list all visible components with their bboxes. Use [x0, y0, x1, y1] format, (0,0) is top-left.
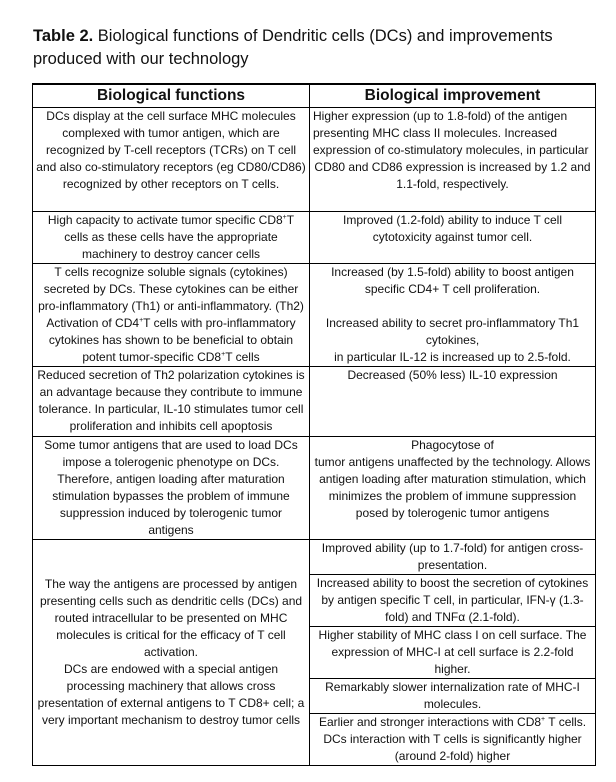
improvement-text: Phagocytose of [411, 438, 494, 452]
table-row [33, 437, 596, 540]
table-row [33, 212, 596, 264]
text-span: T cells. DCs interaction with T cells is significantly higher (around 2-fold) higher [323, 715, 587, 763]
table-caption [33, 25, 593, 71]
table-caption-text: Biological functions of Dendritic cells (DCs) and improvements produced with our technology [33, 27, 553, 68]
table-caption-label: Table 2. [33, 27, 94, 45]
text-span: T cells with pro-inflammatory cytokines has shown to be beneficial to obtain potent tumor-specific CD8 [48, 316, 296, 364]
text-span: T cells [225, 350, 260, 364]
improvement-text: CD80 and CD86 expression is increased by 1.2 and 1.1-fold, respectively. [314, 160, 591, 191]
improvement-cell: Improved ability (up to 1.7-fold) for antigen cross-presentation. [310, 540, 596, 575]
superscript: + [221, 351, 226, 358]
spacer [313, 298, 592, 315]
improvement-cell: Increased ability to boost the secretion of cytokines by antigen specific T cell, in particular, IFN-γ (1.3- fold) and TNFα (2.1-fold). [310, 575, 596, 627]
function-cell: Reduced secretion of Th2 polarization cytokines is an advantage because they contribute to immune tolerance. In particular, IL-10 stimulates tumor cell proliferation and inhibits cell apoptosis [33, 367, 310, 437]
improvement-cell: Improved (1.2-fold) ability to induce T cell cytotoxicity against tumor cell. [310, 212, 596, 264]
superscript: + [282, 214, 287, 221]
improvement-text: Higher expression (up to 1.8-fold) of the antigen presenting MHC class II molecules. Increased expression of co-stimulatory molecules, in particular [313, 109, 589, 157]
function-cell [33, 540, 310, 766]
function-cell [33, 212, 310, 264]
table-row [33, 108, 596, 212]
improvement-text: Increased (by 1.5-fold) ability to boost antigen specific CD4+ T cell proliferation. [331, 265, 574, 296]
text-span: Earlier and stronger interactions with CD8 [318, 715, 542, 729]
improvement-text: Increased ability to secret pro-inflammatory Th1 cytokines, [325, 316, 580, 347]
function-cell: Some tumor antigens that are used to load DCs impose a tolerogenic phenotype on DCs. Therefore, antigen loading after maturation stimulation bypasses the problem of immune suppression induced by tolerogenic tumor antigens [33, 437, 310, 540]
header-biological-improvement: Biological improvement [310, 84, 596, 108]
superscript: + [139, 317, 144, 324]
table-header-row [33, 84, 596, 108]
function-cell: DCs display at the cell surface MHC molecules complexed with tumor antigen, which are recognized by T-cell receptors (TCRs) on T cell and also co-stimulatory receptors (eg CD80/CD86) recognized by other receptors on T cells. [33, 108, 310, 212]
text-span: Activation of CD4 [46, 316, 140, 330]
table-row [33, 367, 596, 437]
improvement-cell [310, 264, 596, 367]
function-text: High capacity to activate tumor specific CD8 [47, 213, 283, 227]
improvement-text: in particular IL-12 is increased up to 2.5-fold. [334, 350, 571, 364]
improvement-cell [310, 108, 596, 212]
function-cell [33, 264, 310, 367]
header-biological-functions: Biological functions [33, 84, 310, 108]
function-text: T cells recognize soluble signals (cytokines) secreted by DCs. These cytokines can be either pro-inflammatory (Th1) or anti-inflammatory. (Th2) [38, 265, 304, 313]
table-row [33, 540, 596, 575]
improvement-cell: Higher stability of MHC class I on cell surface. The expression of MHC-I at cell surface is 2.2-fold higher. [310, 627, 596, 679]
improvement-cell [310, 714, 596, 766]
improvement-cell: Decreased (50% less) IL-10 expression [310, 367, 596, 437]
function-text: DCs are endowed with a special antigen processing machinery that allows cross presentation of external antigens to T CD8+ cell; a very important mechanism to destroy tumor cells [37, 662, 305, 727]
improvement-cell [310, 437, 596, 540]
dc-functions-table [32, 83, 596, 766]
function-text: The way the antigens are processed by antigen presenting cells such as dendritic cells (DCs) and routed intracellular to be presented on MHC molecules is critical for the efficacy of T cell activation. [39, 577, 303, 659]
superscript: + [541, 716, 546, 723]
table-row [33, 264, 596, 367]
improvement-text: tumor antigens unaffected by the technology. Allows antigen loading after maturation stimulation, which minimizes the problem of immune suppression posed by tolerogenic tumor antigens [314, 455, 591, 520]
function-text [36, 315, 306, 366]
improvement-cell: Remarkably slower internalization rate of MHC-I molecules. [310, 679, 596, 714]
function-text: T cells as these cells have the appropriate machinery to destroy cancer cells [64, 213, 295, 261]
